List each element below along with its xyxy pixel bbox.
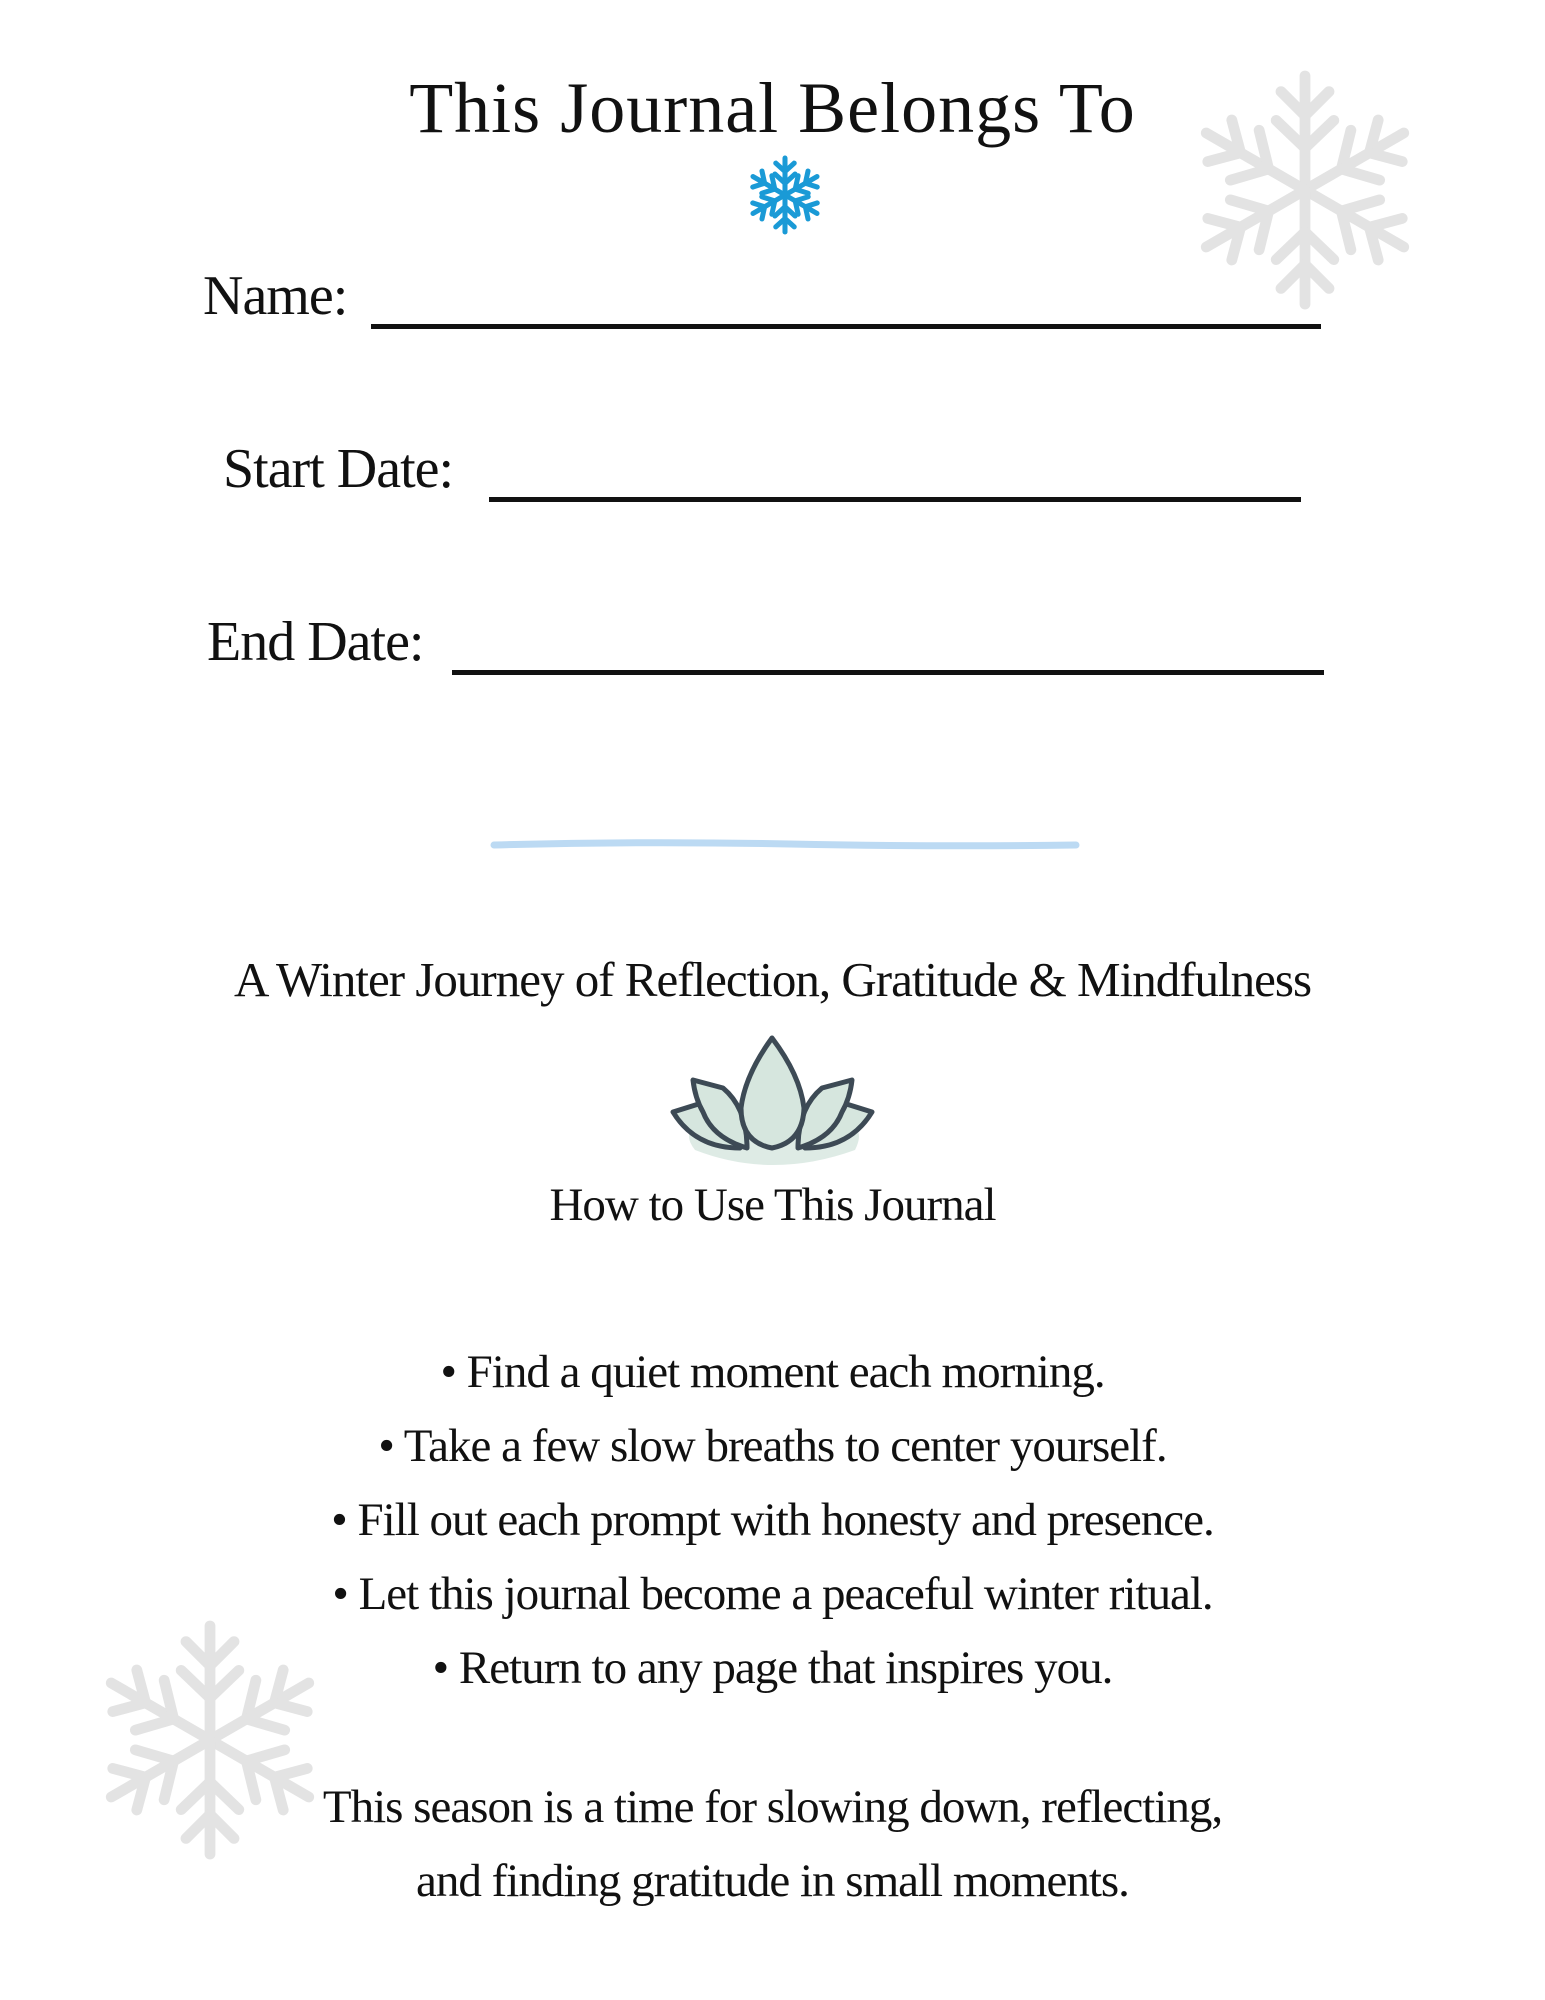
snowflake-icon (743, 153, 827, 237)
name-field[interactable] (203, 265, 1323, 338)
start-date-line[interactable] (489, 497, 1301, 502)
list-item: • Return to any page that inspires you. (432, 1642, 1113, 1694)
closing-text (0, 1770, 1545, 1918)
name-label: Name: (203, 265, 348, 327)
list-item: • Find a quiet moment each morning. (440, 1346, 1105, 1398)
end-date-label: End Date: (207, 611, 424, 673)
end-date-field[interactable] (207, 611, 1323, 684)
closing-line-1: This season is a time for slowing down, reflecting, (322, 1781, 1223, 1833)
closing-line-2: and finding gratitude in small moments. (416, 1855, 1129, 1907)
lotus-icon (665, 1030, 880, 1170)
divider (490, 835, 1080, 855)
howto-heading: How to Use This Journal (549, 1179, 996, 1231)
start-date-label: Start Date: (223, 438, 454, 500)
list-item: • Let this journal become a peaceful winter ritual. (332, 1568, 1213, 1620)
instructions-list (0, 1335, 1545, 1705)
journal-subtitle: A Winter Journey of Reflection, Gratitude & Mindfulness (233, 952, 1312, 1007)
start-date-field[interactable] (223, 438, 1323, 511)
end-date-line[interactable] (452, 670, 1324, 675)
name-line[interactable] (371, 324, 1321, 329)
list-item: • Fill out each prompt with honesty and presence. (331, 1494, 1214, 1546)
page-title: This Journal Belongs To (409, 68, 1136, 148)
list-item: • Take a few slow breaths to center yourself. (378, 1420, 1167, 1472)
